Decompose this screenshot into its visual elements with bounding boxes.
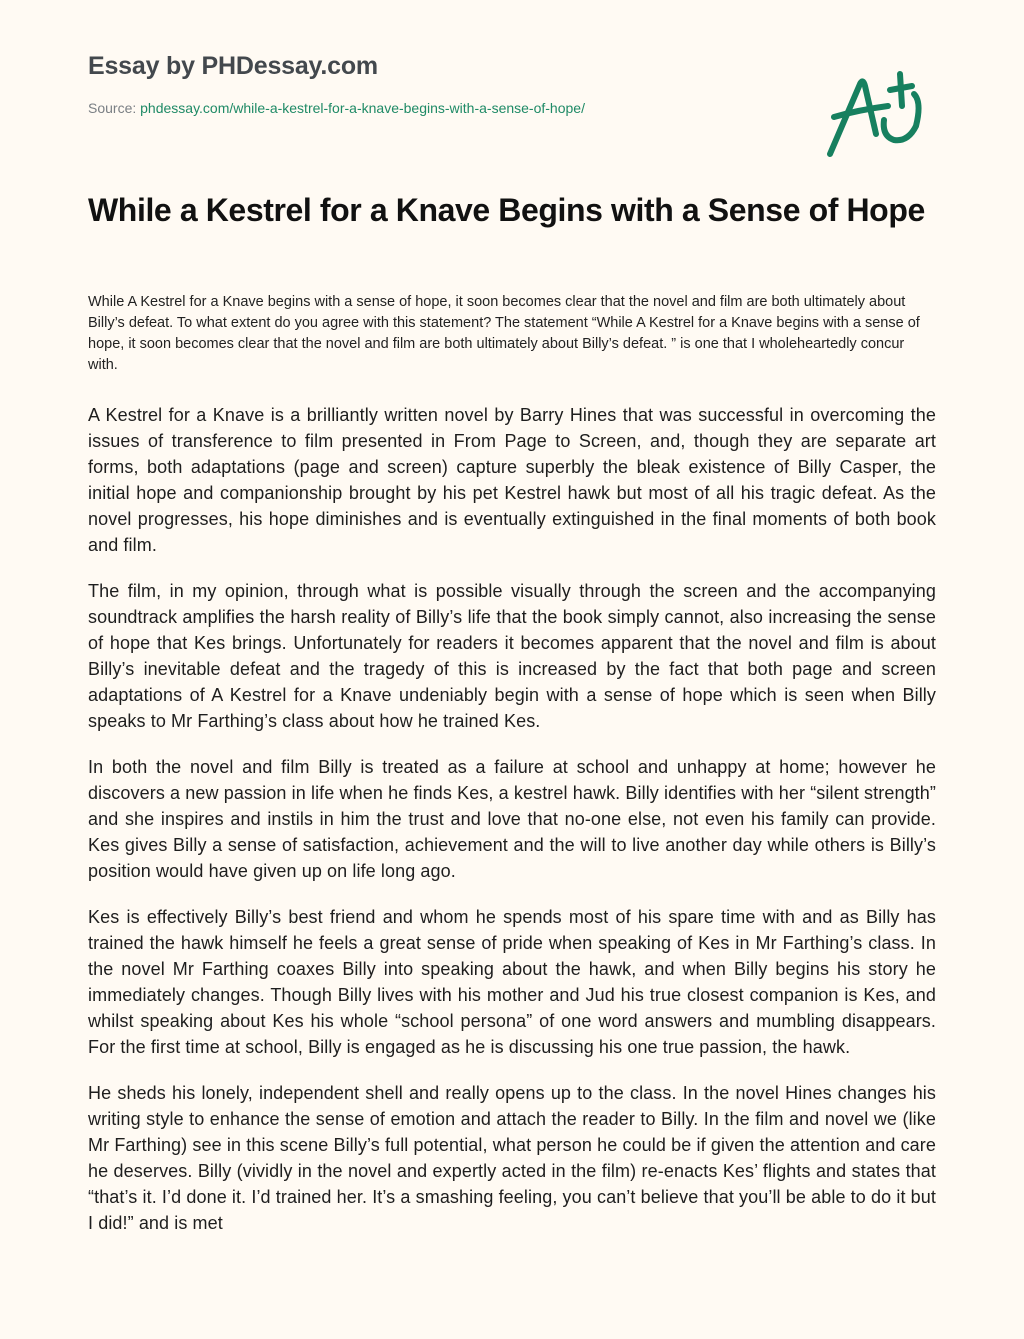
- source-link[interactable]: phdessay.com/while-a-kestrel-for-a-knave-begins-with-a-sense-of-hope/: [140, 100, 585, 116]
- a-plus-grade-icon: [818, 62, 938, 162]
- essay-paragraph: Kes is effectively Billy’s best friend and whom he spends most of his spare time with and as Billy has trained the hawk himself he feels a great sense of pride when speaking of Kes in Mr Farthing’s class. In the novel Mr Farthing coaxes Billy into speaking about the hawk, and when Billy begins his story he immediately changes. Though Billy lives with his mother and Jud his true closest companion is Kes, and whilst speaking about Kes his whole “school persona” of one word answers and mumbling disappears. For the first time at school, Billy is engaged as he is discussing his one true passion, the hawk.: [88, 907, 936, 1057]
- essay-lead: While A Kestrel for a Knave begins with a sense of hope, it soon becomes clear that the novel and film are both ultimately about Billy’s defeat. To what extent do you agree with this statement? The statement “While A Kestrel for a Knave begins with a sense of hope, it soon becomes clear that the novel and film are both ultimately about Billy’s defeat. ” is one that I wholeheartedly concur with.: [88, 294, 920, 373]
- essay-paragraph: A Kestrel for a Knave is a brilliantly written novel by Barry Hines that was successful in overcoming the issues of transference to film presented in From Page to Screen, and, though they are separate art forms, both adaptations (page and screen) capture superbly the bleak existence of Billy Casper, the initial hope and companionship brought by his pet Kestrel hawk but most of all his tragic defeat. As the novel progresses, his hope diminishes and is eventually extinguished in the final moments of both book and film.: [88, 405, 936, 555]
- source-line: [88, 99, 808, 117]
- essay-paragraph: In both the novel and film Billy is treated as a failure at school and unhappy at home; however he discovers a new passion in life when he finds Kes, a kestrel hawk. Billy identifies with her “silent strength” and she inspires and instils in him the trust and love that no-one else, not even his family can provide. Kes gives Billy a sense of satisfaction, achievement and the will to live another day while others is Billy’s position would have given up on life long ago.: [88, 757, 936, 881]
- site-header: [88, 50, 808, 117]
- source-label: Source:: [88, 100, 141, 116]
- essay-body: [88, 292, 936, 1298]
- essay-paragraph: He sheds his lonely, independent shell and really opens up to the class. In the novel Hines changes his writing style to enhance the sense of emotion and attach the reader to Billy. In the film and novel we (like Mr Farthing) see in this scene Billy’s full potential, what person he could be if given the attention and care he deserves. Billy (vividly in the novel and expertly acted in the film) re-enacts Kes’ flights and states that “that’s it. I’d done it. I’d trained her. It’s a smashing feeling, you can’t believe that you’ll be able to do it but I did!” and is met: [88, 1083, 936, 1233]
- essay-title: While a Kestrel for a Knave Begins with a Sense of Hope: [88, 192, 925, 228]
- site-brand: Essay by PHDessay.com: [88, 52, 378, 80]
- essay-paragraph: The film, in my opinion, through what is possible visually through the screen and the accompanying soundtrack amplifies the harsh reality of Billy’s life that the book simply cannot, also increasing the sense of hope that Kes brings. Unfortunately for readers it becomes apparent that the novel and film is about Billy’s inevitable defeat and the tragedy of this is increased by the fact that both page and screen adaptations of A Kestrel for a Knave undeniably begin with a sense of hope which is seen when Billy speaks to Mr Farthing’s class about how he trained Kes.: [88, 581, 936, 731]
